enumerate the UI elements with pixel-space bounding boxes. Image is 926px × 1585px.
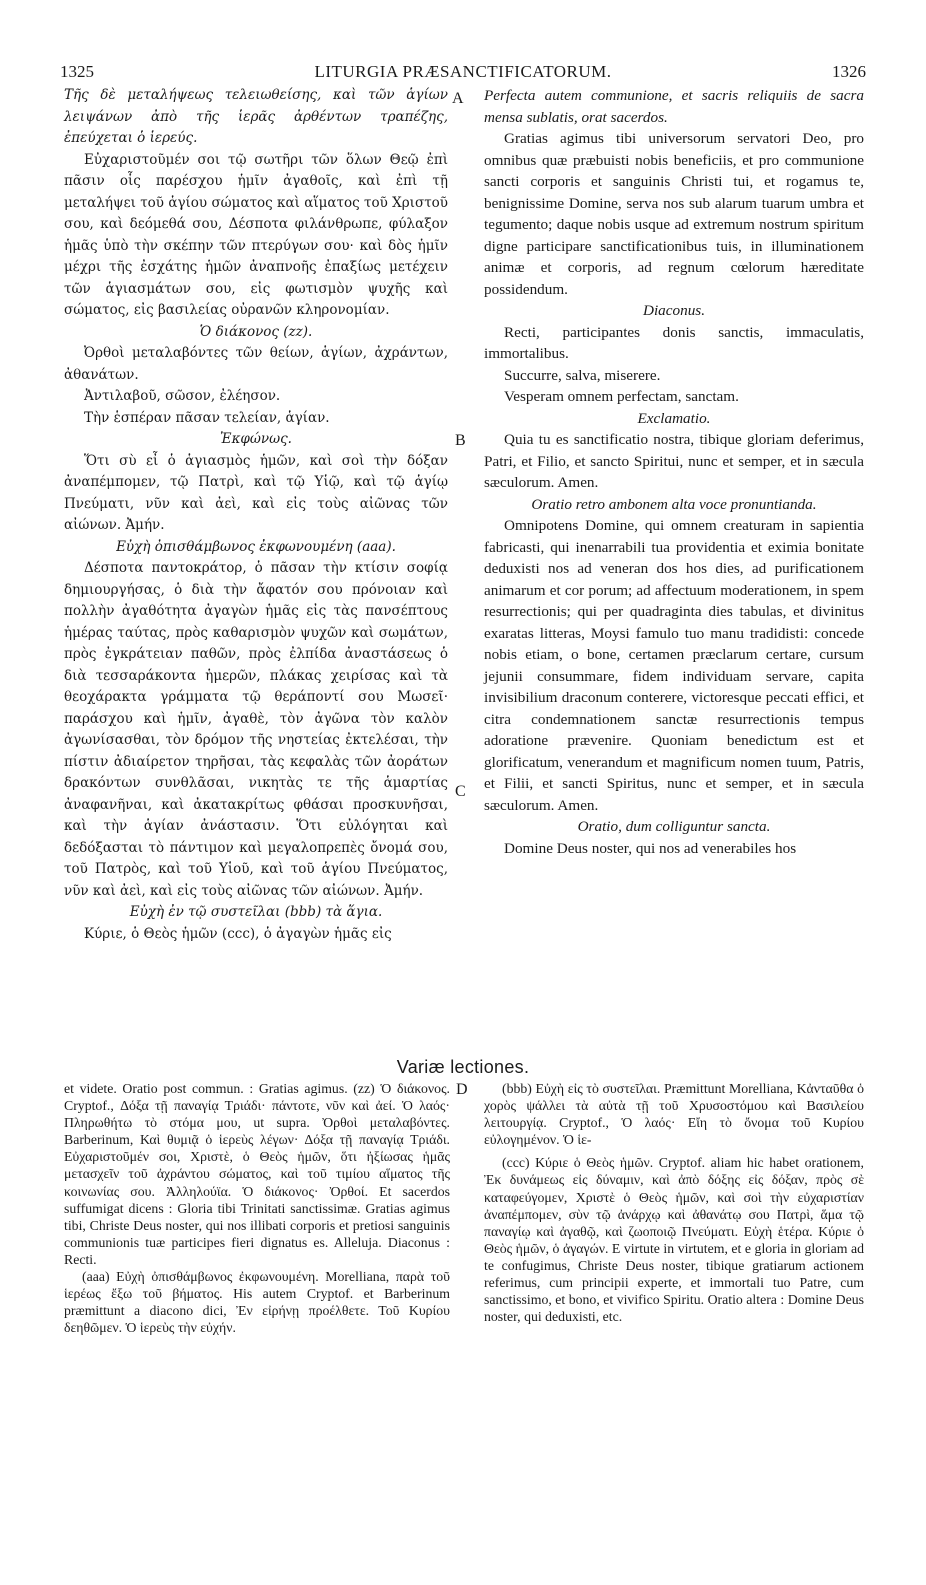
page-number-left: 1325 <box>60 62 94 81</box>
paragraph: Ὅτι σὺ εἶ ὁ ἁγιασμὸς ἡμῶν, καὶ σοὶ τὴν δόξαν ἀναπέμπομεν, τῷ Πατρὶ, καὶ τῷ Υἱῷ, καὶ τῷ ἁγίῳ Πνεύματι, νῦν καὶ ἀεὶ, καὶ εἰς τοὺς αἰῶνας τῶν αἰώνων. Ἀμήν. <box>64 452 448 533</box>
footnote: (bbb) Εὐχὴ εἰς τὸ συστεῖλαι. Præmittunt Morelliana, Κἀνταῦθα ὁ χορὸς ψάλλει τὰ αὐτὰ τῇ τοῦ Χρυσοστόμου καὶ Βασιλείου λειτουργίᾳ. Cryptof., Ὁ λαός· Εἴη τὸ ὄνομα τοῦ Κυρίου εὐλογημένον. Ὁ ἱε- <box>484 1081 864 1148</box>
section-heading: Oratio retro ambonem alta voce pronuntianda. <box>531 495 817 513</box>
paragraph: Vesperam omnem perfectam, sanctam. <box>504 388 739 405</box>
margin-marker-b: B <box>455 432 466 449</box>
speaker-heading: Diaconus. <box>642 302 705 319</box>
paragraph: Ὀρθοὶ μεταλαβόντες τῶν θείων, ἁγίων, ἀχράντων, ἀθανάτων. <box>64 345 448 383</box>
section-heading: Oratio, dum colliguntur sancta. <box>577 818 771 835</box>
page-number-right: 1326 <box>832 62 866 81</box>
paragraph: Domine Deus noster, qui nos ad venerabiles hos <box>504 839 797 857</box>
footnote: (aaa) Εὐχὴ ὀπισθάμβωνος ἐκφωνουμένη. Morelliana, παρὰ τοῦ ἱερέως ἔξω τοῦ βήματος. His autem Cryptof. et Barberinum præmittunt a diacono dici, Ἐν εἰρήνῃ προέλθετε. Τοῦ Κυρίου δεηθῶμεν. Ὁ ἱερεὺς τὴν εὐχήν. <box>64 1269 450 1336</box>
paragraph: Gratias agimus tibi universorum servatori Deo, pro omnibus quæ præbuisti nobis beneficiis, et pro communione sancti corporis et sanguinis Christi tui, et rogamus te, benignissime Domine, serva nos sub alarum tuarum umbra et tegumento; daque nobis usque ad extremum nostrum spiritum digne participare sanctificationibus tuis, in illuminationem animæ et corporis, ad regnum cœlorum hæreditate possidendum. <box>484 130 864 298</box>
margin-marker-d: D <box>456 1081 468 1098</box>
notes-right-column <box>484 1080 864 1325</box>
speaker-heading: Exclamatio. <box>637 409 711 427</box>
latin-text-column <box>484 85 864 859</box>
section-heading: Εὐχὴ ὀπισθάμβωνος ἐκφωνουμένη (aaa). <box>116 538 396 555</box>
paragraph: Quia tu es sanctificatio nostra, tibique gloriam deferimus, Patri, et Filio, et sancto Spiritui, nunc et semper, et in sæcula sæculorum. Amen. <box>484 431 864 491</box>
paragraph: Εὐχαριστοῦμέν σοι τῷ σωτῆρι τῶν ὅλων Θεῷ ἐπὶ πᾶσιν οἷς παρέσχου ἡμῖν ἀγαθοῖς, καὶ ἐπὶ τῇ μεταλήψει τοῦ ἁγίου σώματος καὶ αἵματος τοῦ Χριστοῦ σου, καὶ δεόμεθά σου, Δέσποτα φιλάνθρωπε, φύλαξον ἡμᾶς ὑπὸ τὴν σκέπην τῶν πτερύγων σου· καὶ δὸς ἡμῖν μέχρι τῆς ἐσχάτης ἡμῶν ἀναπνοῆς ἐπαξίως μετέχειν τῶν ἁγιασμάτων σου, εἰς φωτισμὸν ψυχῆς καὶ σώματος, εἰς βασιλείας οὐρανῶν κληρονομίαν. <box>64 151 448 318</box>
rubric: Perfecta autem communione, et sacris reliquiis de sacra mensa sublatis, orat sacerdos. <box>484 87 864 126</box>
speaker-heading: Ὁ διάκονος (zz). <box>199 323 313 340</box>
greek-text-column <box>64 85 448 945</box>
paragraph: Ἀντιλαβοῦ, σῶσον, ἐλέησον. <box>84 388 281 404</box>
variae-lectiones-heading: Variæ lectiones. <box>396 1057 530 1077</box>
footnote: et videte. Oratio post commun. : Gratias agimus. (zz) Ὁ διάκονος. Cryptof., Δόξα τῇ παναγίᾳ Τριάδι· πάντοτε, νῦν καὶ ἀεί. Ὁ λαός· Πληρωθήτω τὸ στόμα μου, ut supra. Ὀρθοὶ μεταλαβόντες. Barberinum, Καὶ θυμιᾷ ὁ ἱερεὺς λέγων· Δόξα τῇ παναγίᾳ Τριάδι. Εὐχαριστοῦμέν σοι, Χριστὲ, ὁ Θεὸς ἡμῶν, ὅτι ἠξίωσας ἡμᾶς μετασχεῖν τοῦ ἀχράντου σώματος, καὶ τοῦ τιμίου αἵματος τῆς κοινωνίας σου. Ἀλληλούϊα. Ὁ διάκονος· Ὀρθοί. Et sacerdos suffumigat dicens : Gloria tibi Trinitati sanctissimæ. Gratias agimus tibi, Christe Deus noster, qui nos illibati corporis et pretiosi sanguinis communionis tuæ participes fieri dignatus es. Alleluja. Diaconus : Recti. <box>64 1081 450 1267</box>
paragraph: Succurre, salva, miserere. <box>504 366 661 384</box>
paragraph: Κύριε, ὁ Θεὸς ἡμῶν (ccc), ὁ ἀγαγὼν ἡμᾶς εἰς <box>84 925 392 942</box>
margin-marker-c: C <box>455 783 466 800</box>
running-header <box>60 62 866 84</box>
notes-left-column <box>64 1080 450 1336</box>
margin-marker-a: A <box>452 90 464 107</box>
section-heading: Εὐχὴ ἐν τῷ συστεῖλαι (bbb) τὰ ἅγια. <box>129 904 383 920</box>
footnote: (ccc) Κύριε ὁ Θεὸς ἡμῶν. Cryptof. aliam hic habet orationem, Ἐκ δυνάμεως εἰς δύναμιν, καὶ ἀπὸ δόξης εἰς δόξαν, πρὸς σὲ καταφεύγομεν, Χριστὲ ὁ Θεὸς ἡμῶν, καὶ σοὶ τὴν εὐχαριστίαν ἀναπέμπομεν, σὺν τῷ ἀνάρχῳ καὶ ἀθανάτῳ σου Πατρὶ, ἅμα τῷ παναγίῳ καὶ ἀγαθῷ, καὶ ζωοποιῷ Πνεύματι. Εὐχὴ ἑτέρα. Κύριε ὁ Θεὸς ἡμῶν, ὁ ἀγαγών. E virtute in virtutem, et e gloria in gloriam ad te confugimus, Christe Deus noster, tibique gratiarum actionem referimus, cum principii experte, et immortali tuo Patre, cum sanctissimo, et bono, et vivifico Spiritu. Oratio altera : Domine Deus noster, qui deduxisti, etc. <box>484 1155 864 1325</box>
paragraph: Omnipotens Domine, qui omnem creaturam in sapientia fabricasti, qui inenarrabili tua providentia et eximia bonitate deduxisti nos ad veneran dos hos dies, ad purificationem animarum et cor porum; ad affectuum moderationem, in spem resurrectionis; qui per quadraginta dies tabulas, et divinitus exaratas litteras, Moysi famulo tuo manu tradidisti: concede nobis etiam, o bone, certamen præclarum certare, cursum jejunii consummare, fidem individuam servare, capita invisibilium draconum conterere, victoresque peccati effici, et citra condemnationem sanctæ resurrectionis tempus adoratione prævenire. Quoniam benedictum est et glorificatum, venerandum et magnificum nomen tuum, Patris, et Filii, et sancti Spiritus, nunc et semper, et in sæcula sæculorum. Amen. <box>484 517 864 814</box>
page-title: LITURGIA PRÆSANCTIFICATORUM. <box>314 62 612 81</box>
rubric: Τῆς δὲ μεταλήψεως τελειωθείσης, καὶ τῶν ἁγίων λειψάνων ἀπὸ τῆς ἱερᾶς ἀρθέντων τραπέζης, ἐπεύχεται ὁ ἱερεύς. <box>64 87 448 146</box>
speaker-heading: Ἐκφώνως. <box>220 431 292 447</box>
paragraph: Recti, participantes donis sanctis, immaculatis, immortalibus. <box>484 323 864 362</box>
paragraph: Δέσποτα παντοκράτορ, ὁ πᾶσαν τὴν κτίσιν σοφίᾳ δημιουργήσας, ὁ διὰ τὴν ἄφατόν σου πρόνοιαν καὶ πολλὴν ἀγαθότητα ἀγαγὼν ἡμᾶς εἰς τὰς πανσέπτους ἡμέρας ταύτας, πρὸς καθαρισμὸν ψυχῶν καὶ σωμάτων, πρὸς ἐγκράτειαν παθῶν, πρὸς ἐλπίδα ἀναστάσεως ὁ διὰ τεσσαράκοντα ἡμερῶν, πλάκας χειρίσας καὶ τὰ θεοχάρακτα γράμματα τῷ θεράποντί σου Μωσεῖ· παράσχου καὶ ἡμῖν, ἀγαθὲ, τὸν ἀγῶνα τὸν καλὸν ἀγωνίσασθαι, τὸν δρόμον τῆς νηστείας ἐκτελέσαι, τὴν πίστιν ἀδιαίρετον τηρῆσαι, τὰς κεφαλὰς τῶν ἀοράτων δρακόντων συνθλᾶσαι, νικητὰς τε τῆς ἁμαρτίας ἀναφανῆναι, καὶ ἀκατακρίτως φθάσαι προσκυνῆσαι, καὶ τὴν ἁγίαν ἀνάστασιν. Ὅτι εὐλόγηται καὶ δεδόξασται τὸ πάντιμον καὶ μεγαλοπρεπὲς ὄνομά σου, τοῦ Πατρὸς, καὶ τοῦ Υἱοῦ, καὶ τοῦ ἁγίου Πνεύματος, νῦν καὶ ἀεὶ, καὶ εἰς τοὺς αἰῶνας τῶν αἰώνων. Ἀμήν. <box>64 560 448 899</box>
paragraph: Τὴν ἑσπέραν πᾶσαν τελείαν, ἁγίαν. <box>84 409 330 426</box>
